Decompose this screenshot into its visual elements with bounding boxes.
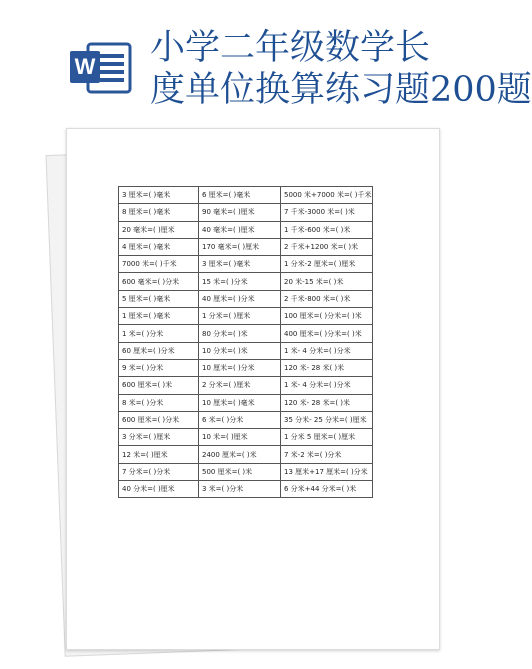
table-cell: 40 厘米=( )分米 [199, 290, 281, 307]
table-cell: 5 厘米=( )毫米 [119, 290, 199, 307]
table-cell: 6 厘米=( )毫米 [199, 187, 281, 204]
table-cell: 60 厘米=( )分米 [119, 342, 199, 359]
table-row [119, 325, 373, 342]
table-row [119, 204, 373, 221]
table-cell: 600 厘米=( )米 [119, 377, 199, 394]
title-line-1: 小学二年级数学长 [150, 28, 431, 68]
table-cell: 1 分米-2 厘米=( )厘米 [281, 256, 373, 273]
table-row [119, 463, 373, 480]
table-row [119, 481, 373, 498]
table-row [119, 308, 373, 325]
table-row [119, 411, 373, 428]
table-row [119, 429, 373, 446]
table-cell: 1 分米=( )厘米 [199, 308, 281, 325]
table-cell: 15 米=( )分米 [199, 273, 281, 290]
worksheet-table [118, 186, 373, 498]
table-cell: 500 厘米=( )米 [199, 463, 281, 480]
table-cell: 1 米- 4 分米=( )分米 [281, 377, 373, 394]
document-title [150, 27, 532, 111]
table-cell: 600 厘米=( )分米 [119, 411, 199, 428]
table-cell: 2 千米-800 米=( )米 [281, 290, 373, 307]
table-cell: 6 米=( )分米 [199, 411, 281, 428]
table-row [119, 273, 373, 290]
table-row [119, 290, 373, 307]
table-cell: 10 厘米=( )毫米 [199, 394, 281, 411]
title-line-2: 度单位换算练习题200题 [150, 70, 532, 110]
table-cell: 6 分米+44 分米=( )米 [281, 481, 373, 498]
table-row [119, 359, 373, 376]
table-cell: 12 米=( )厘米 [119, 446, 199, 463]
table-cell: 90 毫米=( )厘米 [199, 204, 281, 221]
table-cell: 3 厘米=( )毫米 [199, 256, 281, 273]
table-row [119, 256, 373, 273]
table-cell: 5000 米+7000 米=( )千米 [281, 187, 373, 204]
table-cell: 4 厘米=( )毫米 [119, 238, 199, 255]
table-cell: 9 米=( )分米 [119, 359, 199, 376]
table-cell: 1 千米-600 米=( )米 [281, 221, 373, 238]
table-row [119, 377, 373, 394]
svg-text:W: W [74, 54, 96, 79]
table-cell: 40 毫米=( )厘米 [199, 221, 281, 238]
table-cell: 2 分米=( )厘米 [199, 377, 281, 394]
table-cell: 3 米=( )分米 [199, 481, 281, 498]
table-row [119, 187, 373, 204]
table-cell: 35 分米- 25 分米=( )厘米 [281, 411, 373, 428]
table-cell: 3 分米=( )厘米 [119, 429, 199, 446]
table-cell: 20 米-15 米=( )米 [281, 273, 373, 290]
table-cell: 1 分米 5 厘米=( )厘米 [281, 429, 373, 446]
table-cell: 10 米=( )厘米 [199, 429, 281, 446]
table-cell: 10 厘米=( )分米 [199, 359, 281, 376]
table-cell: 10 分米=( )米 [199, 342, 281, 359]
header [0, 0, 532, 118]
table-cell: 120 米- 28 米( )米 [281, 359, 373, 376]
table-row [119, 342, 373, 359]
table-cell: 3 厘米=( )毫米 [119, 187, 199, 204]
table-cell: 7 分米=( )分米 [119, 463, 199, 480]
table-row [119, 221, 373, 238]
table-cell: 7 千米-3000 米=( )米 [281, 204, 373, 221]
table-cell: 80 分米=( )米 [199, 325, 281, 342]
table-cell: 1 米=( )分米 [119, 325, 199, 342]
table-cell: 20 毫米=( )厘米 [119, 221, 199, 238]
table-row [119, 394, 373, 411]
word-icon [70, 40, 132, 96]
table-cell: 120 米- 28 米=( )米 [281, 394, 373, 411]
table-cell: 170 毫米=( )厘米 [199, 238, 281, 255]
table-row [119, 238, 373, 255]
table-cell: 2400 厘米=( )米 [199, 446, 281, 463]
table-cell: 1 厘米=( )毫米 [119, 308, 199, 325]
table-cell: 13 厘米+17 厘米=( )分米 [281, 463, 373, 480]
table-cell: 1 米- 4 分米=( )分米 [281, 342, 373, 359]
table-cell: 400 厘米=( )分米=( )米 [281, 325, 373, 342]
table-row [119, 446, 373, 463]
table-cell: 40 分米=( )厘米 [119, 481, 199, 498]
table-cell: 600 毫米=( )分米 [119, 273, 199, 290]
table-cell: 7 米-2 米=( )分米 [281, 446, 373, 463]
table-cell: 100 厘米=( )分米=( )米 [281, 308, 373, 325]
table-cell: 7000 米=( )千米 [119, 256, 199, 273]
table-cell: 8 米=( )分米 [119, 394, 199, 411]
table-cell: 2 千米+1200 米=( )米 [281, 238, 373, 255]
table-cell: 8 厘米=( )毫米 [119, 204, 199, 221]
